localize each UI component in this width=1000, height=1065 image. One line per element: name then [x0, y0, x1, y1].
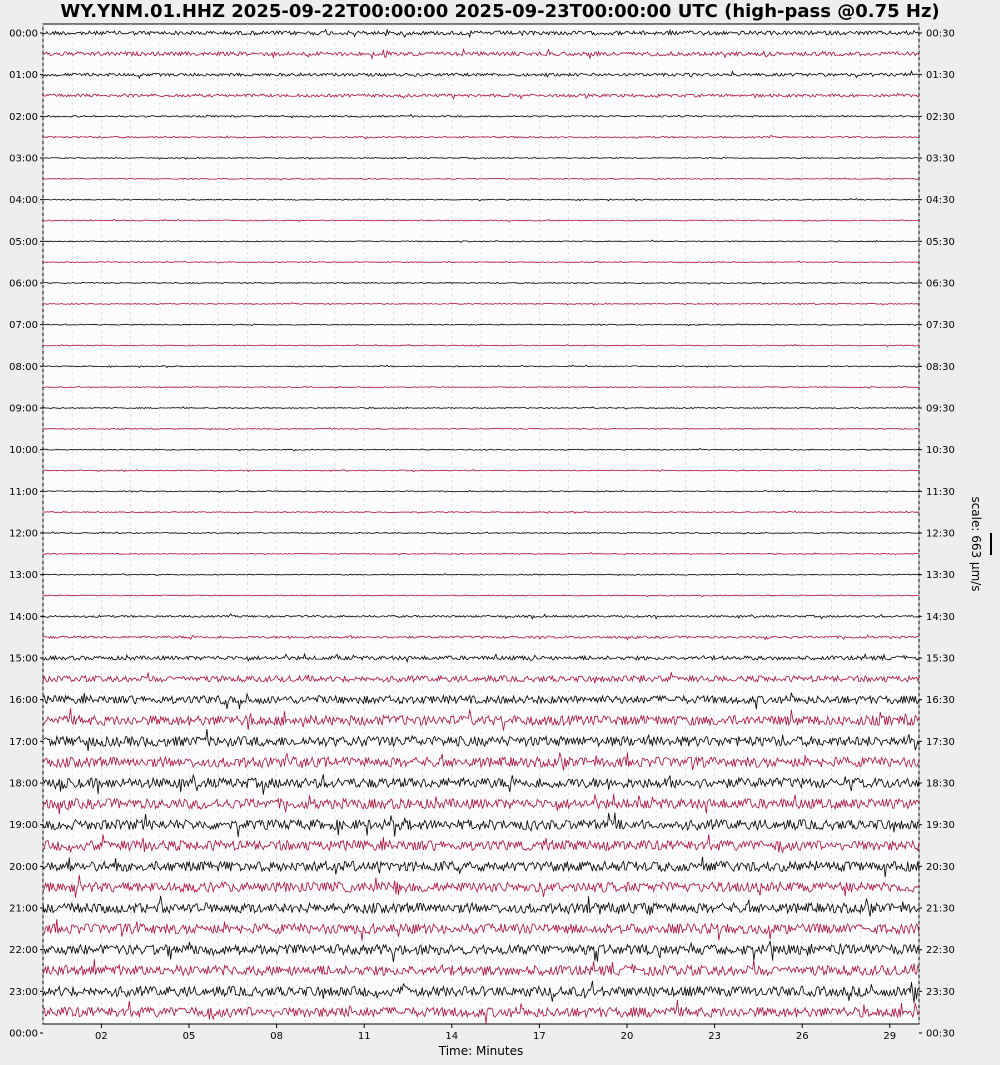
x-axis-ticks: [95, 1024, 896, 1042]
x-tick-label: 02: [95, 1031, 108, 1042]
x-tick-label: 29: [883, 1031, 897, 1042]
right-hour-label: 13:30: [926, 570, 955, 582]
left-hour-label: 02:00: [9, 111, 38, 123]
left-hour-label: 11:00: [9, 486, 38, 498]
right-hour-label: 14:30: [926, 611, 955, 623]
right-hour-label: 23:30: [926, 986, 955, 998]
left-hour-label: 01:00: [9, 70, 38, 82]
right-hour-label: 18:30: [926, 778, 955, 790]
x-tick-label: 08: [270, 1031, 283, 1042]
left-hour-label: 08:00: [9, 361, 38, 373]
right-hour-label: 06:30: [926, 278, 955, 290]
right-hour-label: 02:30: [926, 111, 955, 123]
right-hour-label: 12:30: [926, 528, 955, 540]
x-tick-label: 20: [620, 1031, 634, 1042]
x-tick-label: 26: [795, 1031, 809, 1042]
left-hour-label: 00:00: [9, 28, 38, 40]
left-hour-label: 19:00: [9, 820, 38, 832]
left-hour-label: 21:00: [9, 903, 38, 915]
left-hour-label: 07:00: [9, 320, 38, 332]
left-hour-label: 16:00: [9, 695, 38, 707]
right-hour-label: 08:30: [926, 361, 955, 373]
left-hour-label: 13:00: [9, 570, 38, 582]
right-hour-label: 09:30: [926, 403, 955, 415]
left-hour-label: 18:00: [9, 778, 38, 790]
right-hour-label: 00:30: [926, 1028, 955, 1040]
right-hour-label: 21:30: [926, 903, 955, 915]
x-tick-label: 23: [708, 1031, 721, 1042]
right-hour-label: 04:30: [926, 195, 955, 207]
left-hour-label: 22:00: [9, 945, 38, 957]
left-hour-label: 12:00: [9, 528, 38, 540]
right-hour-label: 20:30: [926, 861, 955, 873]
x-tick-label: 11: [357, 1031, 371, 1042]
x-tick-label: 05: [182, 1031, 196, 1042]
left-hour-label: 10:00: [9, 445, 38, 457]
left-hour-label: 09:00: [9, 403, 38, 415]
x-tick-label: 17: [533, 1031, 546, 1042]
left-hour-label: 15:00: [9, 653, 38, 665]
right-hour-label: 15:30: [926, 653, 955, 665]
right-hour-label: 07:30: [926, 320, 955, 332]
x-tick-label: 14: [445, 1031, 459, 1042]
right-hour-label: 00:30: [926, 28, 955, 40]
x-axis-label: Time: Minutes: [438, 1044, 524, 1058]
left-hour-label: 00:00: [9, 1028, 38, 1040]
left-hour-label: 03:00: [9, 153, 38, 165]
left-hour-label: 20:00: [9, 861, 38, 873]
scale-label: scale: 663 µm/s: [969, 496, 983, 592]
right-hour-labels: [919, 29, 955, 1040]
left-hour-label: 14:00: [9, 611, 38, 623]
right-hour-label: 03:30: [926, 153, 955, 165]
right-hour-label: 05:30: [926, 236, 955, 248]
left-hour-labels: [9, 29, 43, 1040]
right-hour-label: 10:30: [926, 445, 955, 457]
chart-title: WY.YNM.01.HHZ 2025-09-22T00:00:00 2025-09-23T00:00:00 UTC (high-pass @0.75 Hz): [60, 1, 940, 22]
left-hour-label: 05:00: [9, 236, 38, 248]
left-hour-label: 23:00: [9, 986, 38, 998]
right-hour-label: 22:30: [926, 945, 955, 957]
left-hour-label: 17:00: [9, 736, 38, 748]
left-hour-label: 04:00: [9, 195, 38, 207]
right-hour-label: 16:30: [926, 695, 955, 707]
right-hour-label: 17:30: [926, 736, 955, 748]
right-hour-label: 01:30: [926, 70, 955, 82]
right-hour-label: 19:30: [926, 820, 955, 832]
right-hour-label: 11:30: [926, 486, 955, 498]
left-hour-label: 06:00: [9, 278, 38, 290]
